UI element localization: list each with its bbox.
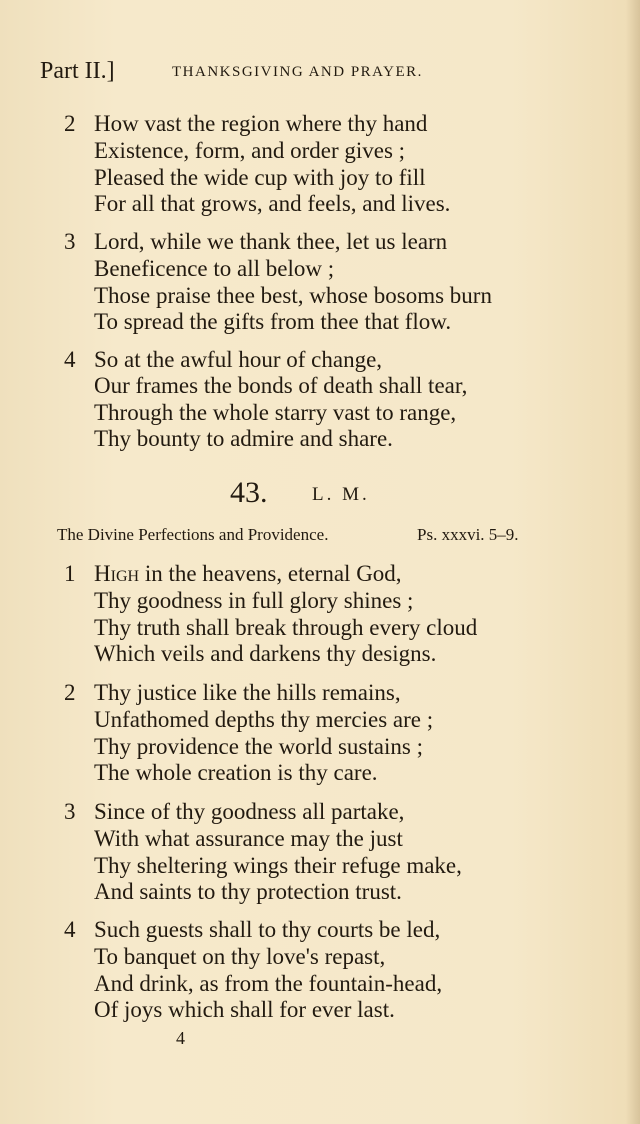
verse-line: To spread the gifts from thee that flow. (94, 309, 452, 334)
verse-line: Such guests shall to thy courts be led, (94, 917, 441, 942)
verse-line: Thy sheltering wings their refuge make, (94, 853, 462, 878)
subject-text: The Divine Perfections and Providence. (57, 525, 329, 544)
verse-line: To banquet on thy love's repast, (94, 944, 386, 969)
verse-line: Unfathomed depths thy mercies are ; (94, 707, 434, 732)
verse-line: And saints to thy protection trust. (94, 879, 402, 904)
page-edge-shadow (626, 0, 640, 1124)
stanza-number: 4 (64, 917, 76, 942)
verse-line: How vast the region where thy hand (94, 111, 428, 136)
verse-line: The whole creation is thy care. (94, 760, 378, 785)
hymn-subject (57, 525, 577, 549)
verse-line: Thy justice like the hills remains, (94, 680, 401, 705)
verse-line: Which veils and darkens thy designs. (94, 641, 437, 666)
stanza-number: 3 (64, 229, 76, 254)
verse-line: Those praise thee best, whose bosoms burn (94, 283, 492, 308)
scripture-reference: Ps. xxxvi. 5–9. (417, 525, 519, 544)
stanza-number: 2 (64, 111, 76, 136)
hymn-meter: L. M. (312, 484, 370, 505)
verse-line: Our frames the bonds of death shall tear, (94, 373, 468, 398)
signature-mark: 4 (176, 1028, 185, 1048)
verse-line: Of joys which shall for ever last. (94, 997, 395, 1022)
verse-line: With what assurance may the just (94, 826, 403, 851)
first-line-rest: in the heavens, eternal God, (139, 561, 402, 586)
first-word: High (94, 561, 140, 586)
verse-line: For all that grows, and feels, and lives. (94, 191, 451, 216)
verse-line: And drink, as from the fountain-head, (94, 971, 443, 996)
running-title: THANKSGIVING AND PRAYER. (172, 64, 423, 80)
hymn-number: 43. (230, 476, 268, 509)
running-header (40, 58, 580, 92)
verse-line: Since of thy goodness all partake, (94, 799, 405, 824)
stanza-number: 2 (64, 680, 76, 705)
stanza-number: 1 (64, 561, 76, 586)
verse-line: Thy bounty to admire and share. (94, 426, 393, 451)
verse-line: Thy providence the world sustains ; (94, 734, 423, 759)
stanza-number: 4 (64, 347, 76, 372)
verse-line: Lord, while we thank thee, let us learn (94, 229, 448, 254)
verse-line: So at the awful hour of change, (94, 347, 383, 372)
hymn-heading (230, 476, 450, 512)
verse-line: Existence, form, and order gives ; (94, 138, 406, 163)
stanza-number: 3 (64, 799, 76, 824)
verse-line: Thy goodness in full glory shines ; (94, 588, 414, 613)
verse-line: Through the whole starry vast to range, (94, 400, 457, 425)
verse-line: Pleased the wide cup with joy to fill (94, 165, 426, 190)
part-label: Part II.] (40, 58, 115, 84)
verse-line-first (94, 560, 402, 588)
verse-line: Beneficence to all below ; (94, 256, 335, 281)
verse-line: Thy truth shall break through every cloud (94, 615, 478, 640)
